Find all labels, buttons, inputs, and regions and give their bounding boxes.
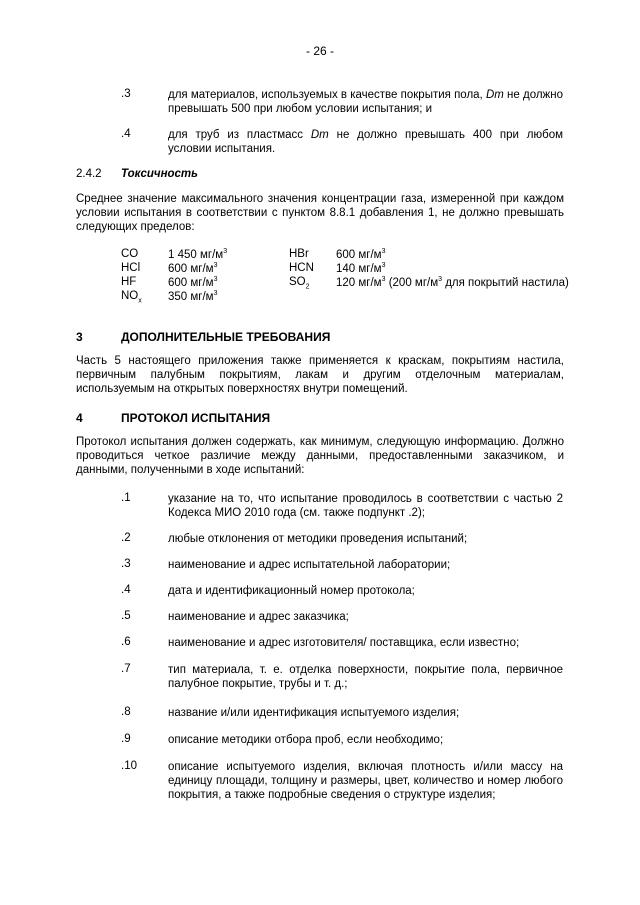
list-number: .3 [121,88,131,100]
list-number: .8 [121,706,131,718]
gas-name: HCN [289,262,314,274]
list-item-text: любые отклонения от методики проведения испытаний; [168,533,468,545]
list-number: .4 [121,584,131,596]
list-number: .6 [121,636,131,648]
list-item-text: описание методики отбора проб, если необходимо; [168,734,444,746]
list-number: .5 [121,610,131,622]
list-number: .4 [121,128,131,140]
list-item-text: тип материала, т. е. отделка поверхности, покрытие пола, первичное палубное покрытие, трубы и т. д.; [168,664,563,690]
gas-limit: 1 450 $мг/м^3$ [168,248,228,261]
list-item-text: наименование и адрес заказчика; [168,611,349,623]
section-title: Токсичность [121,168,198,180]
gas-limit: 600 $мг/м^3$ [336,248,386,261]
list-item-text: указание на то, что испытание проводилось в соответствии с частью 2 Кодекса МИО 2010 года (см. также подпункт .2); [168,493,563,519]
list-number: .9 [121,733,131,745]
list-item-text: для труб из пластмасс Dm не должно превышать 400 при любом условии испытания. [168,129,564,155]
gas-limit: 600 $мг/м^3$ [168,276,218,289]
section-4-text: Протокол испытания должен содержать, как минимум, следующую информацию. Должно проводиться четкое различие между данными, предоставленными заказчиком, и данными, полученными в ходе испытаний: [76,436,564,476]
toxicity-intro: Среднее значение максимального значения концентрации газа, измеренной при каждом условии испытания в соответствии с пунктом 8.8.1 добавления 1, не должно превышать следующих пределов: [76,193,564,233]
list-number: .2 [121,532,131,544]
section-number: 3 [76,330,83,344]
section-heading: ДОПОЛНИТЕЛЬНЫЕ ТРЕБОВАНИЯ [121,330,331,344]
gas-name: CO [121,248,139,260]
gas-name: $NO_x$ [121,290,142,305]
gas-limit: 140 $мг/м^3$ [336,262,386,275]
list-item-text: для материалов, используемых в качестве покрытия пола, Dm не должно превышать 500 при любом условии испытания; и [168,89,563,115]
list-item-text: дата и идентификационный номер протокола; [168,585,415,597]
gas-name: $SO_2$ [289,276,310,291]
gas-name: HF [121,276,137,288]
list-number: .1 [121,492,131,504]
page-number: - 26 - [305,44,334,58]
section-number: 2.4.2 [76,168,102,180]
gas-limit: 350 $мг/м^3$ [168,290,218,303]
list-number: .3 [121,558,131,570]
list-number: .7 [121,663,131,675]
section-3-text: Часть 5 настоящего приложения также применяется к краскам, покрытиям настила, первичным палубным покрытиям, лакам и другим отделочным материалам, используемым на открытых поверхностях внутри помещений. [76,355,564,395]
section-number: 4 [76,411,83,425]
gas-name: HCl [121,262,141,274]
gas-limit: 120 $мг/м^3$ (200 $мг/м^3$ для покрытий настила) [336,276,569,289]
gas-name: HBr [289,248,309,260]
list-item-text: наименование и адрес изготовителя/ поставщика, если известно; [168,637,520,649]
list-item-text: описание испытуемого изделия, включая плотность и/или массу на единицу площади, толщину и размеры, цвет, количество и номер любого покрытия, а также подробные сведения о структуре изделия; [168,761,563,801]
gas-limit: 600 $мг/м^3$ [168,262,218,275]
section-heading: ПРОТОКОЛ ИСПЫТАНИЯ [121,411,271,425]
list-number: .10 [121,760,137,772]
list-item-text: название и/или идентификация испытуемого изделия; [168,707,460,719]
list-item-text: наименование и адрес испытательной лаборатории; [168,559,451,571]
